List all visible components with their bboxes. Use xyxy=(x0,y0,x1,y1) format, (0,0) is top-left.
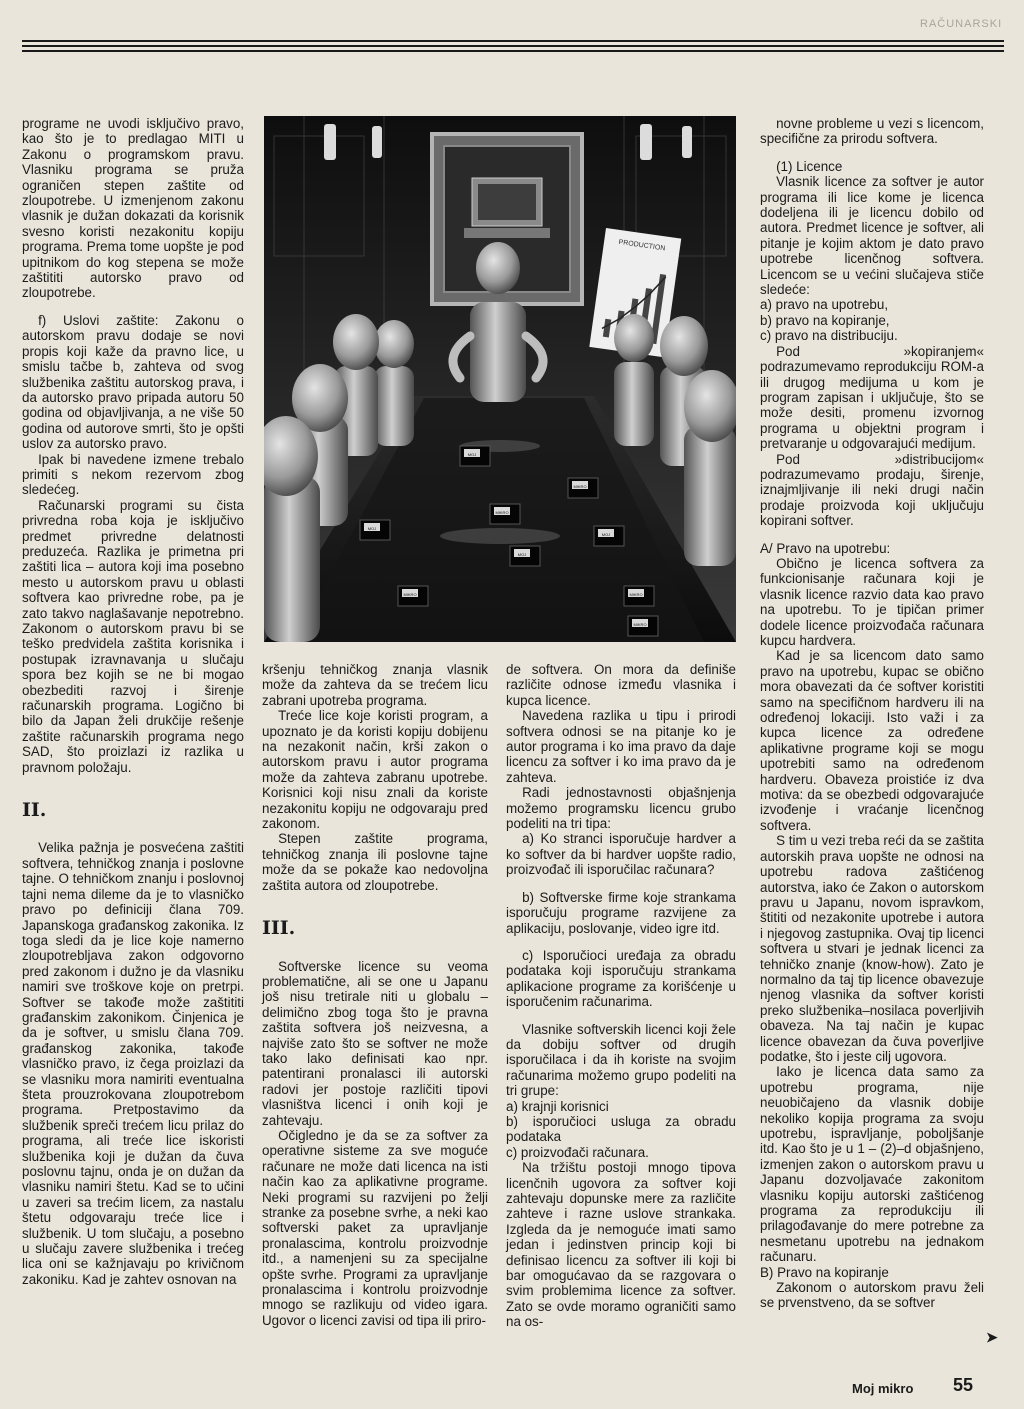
col3-paragraph: de softvera. On mora da definiše različite odnose između vlasnika i kupca licence. xyxy=(506,662,736,708)
col3-list-item: b) isporučioci usluga za obradu podataka xyxy=(506,1113,736,1145)
col4-paragraph: Kad je sa licencom dato samo pravo na upotrebu, kupac se obično mora obavezati da će softver koristiti samo na specifičnom hardveru ili na određenoj lokaciji. Isto važi i za kupca licence za određene aplikativne programe koji se mogu upotrebiti samo na određenom hardveru. Obaveza proistiće iz dva motiva: da se obezbedi odgovarajuće izvođenje i vraćanje licenčnog softvera. xyxy=(760,648,984,833)
floppy-disk-label: MIKRO xyxy=(495,510,509,515)
col4-paragraph: Iako je licenca data samo za upotrebu programa, nije neuobičajeno da vlasnik dobije nekoliko kopija programa za svoju upotrebu, ispravljanje, poboljšanje itd. Kao što je u 1 – (2)–d objašnjeno, izmenjen zakon o autorskom pravu u Japanu dozvoljavaće zakonitom vlasniku kopiju autorski zaštićenog programa za reprodukciju ili prilagođavanje do mere potrebne za nesmetanu upotrebu na jednakom računaru. xyxy=(760,1064,984,1265)
col4-list-item: a) pravo na upotrebu, xyxy=(760,297,889,313)
col3-paragraph: c) Isporučioci uređaja za obradu podataka koji isporučuju strankama aplikacione programe za korišćenje u isporučenim računarima. xyxy=(506,947,736,1010)
floppy-disk xyxy=(360,520,390,540)
col4-subheading: A/ Pravo na upotrebu: xyxy=(760,540,891,556)
floppy-disk-label: MIKRO xyxy=(633,622,647,627)
col1-paragraph: Računarski programi su čista privredna roba koja je isključivo predmet privredne delatnosti preduzeća. Razlika je primetna pri zaštiti lica – autora koji ima posebno mesto u autorskom pravu u oblasti softvera kao privredne robe, pa je zato takvo naglašavanje nepotrebno. Zakonom o autorskom pravu bi se teško predvidela zaštita korisnika i postupak izravnavanja u slučaju spora bez kojih se ne bi mogao obezbediti razvoj i širenje računarskih programa. Logično bi bilo da Japan želi drukčije rešenje zaštite računarskih programa nego SAD, što proizlazi iz razlika u pravnom položaju. xyxy=(22,497,244,775)
floppy-disk xyxy=(460,446,490,466)
magazine-name: Moj mikro xyxy=(852,1381,914,1396)
col2-paragraph: Stepen zaštite programa, tehničkog znanja ili poslovne tajne može da se pokaže kao nedovoljna zaštita autora od zloupotrebe. xyxy=(262,831,488,893)
poster-title: PRODUCTION xyxy=(618,238,666,253)
column-1 xyxy=(22,116,244,1287)
corner-mark: RAČUNARSKI xyxy=(920,18,1003,30)
floppy-disk-label: MOJ xyxy=(467,452,477,457)
col4-paragraph: Pod »distribucijom« podrazumevamo prodaju, širenje, iznajmljivanje ili neki drugi način prodaje proizvoda koji uključuju kopirani softver. xyxy=(760,451,984,529)
col3-paragraph: Na tržištu postoji mnogo tipova licenčnih ugovora za softver koji zahtevaju dopunske mere za različite zahteve i razne uslove strankaka. Izgleda da je nemoguće imati samo jedan i jedinstven princip koji bi definisao licencu za softver ili koji bi bar omogućavao da se razgovara o svim problemima licence za softver. Zato se ovde moramo ograničiti samo na os- xyxy=(506,1160,736,1330)
col2-paragraph: kršenju tehničkog znanja vlasnik može da zahteva da se trećem licu zabrani upotreba programa. xyxy=(262,662,488,708)
col4-paragraph: novne probleme u vezi s licencom, specifične za prirodu softvera. xyxy=(760,116,984,147)
boardroom-robots-photo xyxy=(264,116,736,642)
floppy-disk xyxy=(490,504,520,524)
col2-paragraph: Treće lice koje koristi program, a upoznato je da koristi kopiju dobijenu na nezakonit način, krši zakon o autorskom pravu i autor programa može da zahteva zabranu upotrebe. Korisnici koji nisu znali da koriste nezakonitu kopiju ne odgovaraju pred zakonom. xyxy=(262,708,488,832)
floppy-disk-label: MOJ xyxy=(601,532,611,537)
column-3 xyxy=(506,662,736,1330)
col4-paragraph: Obično je licenca softvera za funkcionisanje računara koji je vlasnik licence razvio data kao pravo na upotrebu. To je tipičan primer dodele licence proizvođača računara kupcu hardvera. xyxy=(760,555,984,648)
floppy-disk-label: MOJ xyxy=(517,552,527,557)
col4-list-item: b) pravo na kopiranje, xyxy=(760,312,890,328)
section-heading-iii: III. xyxy=(262,917,296,940)
col3-paragraph: a) Ko stranci isporučuje hardver a ko softver da bi hardver uopšte radio, proizvođač ili isporučilac računara? xyxy=(506,831,736,878)
floppy-disk xyxy=(624,586,654,606)
col1-paragraph: programe ne uvodi isključivo pravo, kao što je to predlagao MITI u Zakonu o programskom pravu. Vlasniku programa se pruža ograničen stepen zaštite od zloupotrebe. U izmenjenom zakonu vlasnik je dužan dokazati da korisnik svesno koristi nezakonitu kopiju programa. Prema tome uopšte je pod upitnikom do kog stepena se može zaštititi autorsko pravo od zloupotrebe. xyxy=(22,116,244,301)
floppy-disk xyxy=(594,526,624,546)
col3-paragraph: Radi jednostavnosti objašnjenja možemo programsku licencu grubo podeliti na tri tipa: xyxy=(506,785,736,832)
top-rule-3 xyxy=(22,50,1004,52)
col3-paragraph: b) Softverske firme koje strankama isporučuju programe razvijene za aplikaciju, poslovanje, video igre itd. xyxy=(506,889,736,936)
col4-subheading: (1) Licence xyxy=(776,158,843,174)
col3-paragraph: Vlasnike softverskih licenci koji žele da dobiju softver od drugih isporučilaca i da ih koriste na svojim računarima možemo grupo podeliti na tri grupe: xyxy=(506,1021,736,1099)
col2-paragraph: Očigledno je da se za softver za operativne sisteme za sve moguće računare ne može dati licenca na isti način kao za aplikativne programe. Neki programi su razvijeni po želji stranke za posebne svrhe, a neki kao softverski paket za upravljanje pronalascima, kontrolu proizvodnje itd., a namenjeni su za specijalne opšte svrhe. Programi za upravljanje pronalascima i kontrolu proizvodnje mnogo se razlikuju od video igara. Ugovor o licenci zavisi od tipa ili priro- xyxy=(262,1127,488,1328)
page-number: 55 xyxy=(953,1375,974,1395)
col3-paragraph: Navedena razlika u tipu i prirodi softvera odnosi se na pitanje ko je autor programa i ko ima pravo da daje licencu za softver i ko ima pravo da je zahteva. xyxy=(506,708,736,785)
col4-paragraph: S tim u vezi treba reći da se zaštita autorskih prava uopšte ne odnosi na upotrebu radova zaštićenog autorstva, iako će Zakon o autorskom pravu u Japanu, novom ispravkom, štititi od nezakonite upotrebe i autora i njegovog zastupnika. Ovaj tip licenci softvera u stvari je jednak licenci za tehničko znanje (know-how). Zato je normalno da taj tip licence obavezuje njenog vlasnika da softver koristi preko službenika–nosilaca poverljivih obaveza. Na taj način je kupac licence obavezan da čuva poverljive podatke, što i jeste cilj ugovora. xyxy=(760,833,984,1064)
continue-arrow-icon: ➤ xyxy=(986,1329,998,1345)
col1-paragraph: Ipak bi navedene izmene trebalo primiti s nekom rezervom zbog sledećeg. xyxy=(22,451,244,498)
floppy-disk-label: MOJ xyxy=(367,526,377,531)
col4-paragraph: Pod »kopiranjem« podrazumevamo reprodukciju ROM-a ili drugog medijuma u kom je program zapisan i uključuje, što se može desiti, promenu izvornog programa u objektni program i pretvaranje u odgovarajući medijum. xyxy=(760,343,984,452)
col4-paragraph: Zakonom o autorskom pravu želi se prvenstveno, da se softver xyxy=(760,1280,984,1311)
col4-paragraph: Vlasnik licence za softver je autor programa ili lice kome je licenca dodeljena ili je licencu dobilo od autora. Predmet licence je softver, ali pitanje je kojim aktom je dato pravo upotrebe licenčnog softvera. Licencom se u većini slučajeva stiče sledeće: xyxy=(760,174,984,298)
top-rule-2 xyxy=(22,45,1004,47)
column-2 xyxy=(262,662,488,1328)
col1-paragraph: f) Uslovi zaštite: Zakonu o autorskom pravu dodaje se novi propis koji kaže da pravno lice, u smislu tačbe b, zahteva od svog službenika zaštitu autorskog prava, i da autorsko pravo pripada autoru 50 godina od objavljivanja, a ne više 50 godina od autorove smrti, što je opšti uslov za autorsko pravo. xyxy=(22,312,244,452)
column-4 xyxy=(760,116,984,1311)
floppy-disk-label: MIKRO xyxy=(573,484,587,489)
floppy-disk-label: MIKRO xyxy=(629,592,643,597)
col4-list-item: c) pravo na distribuciju. xyxy=(760,328,898,344)
col3-list-item: a) krajnji korisnici xyxy=(506,1098,609,1114)
col4-subheading: B) Pravo na kopiranje xyxy=(760,1264,889,1280)
col2-paragraph: Softverske licence su veoma problematične, ali se one u Japanu još nisu tretirale niti u globalu – delimično zbog toga što je pravna zaštita softvera još neizvesna, a najviše zato što se softver ne može tako lako definisati kao npr. patentirani pronalasci ili autorski radovi jer postoje različiti tipovi vlasništva licenci i onih koji je zahtevaju. xyxy=(262,958,488,1128)
floppy-disk xyxy=(398,586,428,606)
section-heading-ii: II. xyxy=(22,799,47,822)
boardroom-illustration xyxy=(264,116,736,642)
top-rule-1 xyxy=(22,40,1004,42)
floppy-disk xyxy=(628,616,658,636)
floppy-disk xyxy=(568,478,598,498)
col3-list-item: c) proizvođači računara. xyxy=(506,1144,649,1160)
floppy-disk xyxy=(510,546,540,566)
col1-paragraph: Velika pažnja je posvećena zaštiti softvera, tehničkog znanja i poslovne tajne. O tehničkom znanju i poslovnoj tajni nema dileme da je to vlasničko pravo po definiciji člana 709. Japanskoga građanskog zakonika. Iz toga sledi da je lice koje namerno zloupotrebljava zakon odgovorno pred zakonom i dužno je da vlasniku namiri sve troškove koje on pretrpi. Softver se takođe može zaštititi građanskim zakonikom. Činjenica je da je softver, u smislu člana 709. građanskog zakonika, takođe vlasničko pravo, iz čega proizlazi da se vlasniku mora namiriti eventualna šteta prouzrokovana zloupotrebom programa. Pretpostavimo da službenik spreči trećem licu prilaz do programa, ali treće lice iskoristi službenika koji je dužan da čuva poslovnu tajnu, onda je on dužan da vlasniku namiri štetu. Kad se to učini u zaveri sa trećim licem, za nastalu štetu odgovaraju treće lice i službenik. U tom slučaju, a posebno u slučaju zavere službenika i trećeg lica oni se kažnjavaju po krivičnom zakoniku. Kad je zahtev osnovan na xyxy=(22,840,244,1287)
floppy-disk-label: MIKRO xyxy=(403,592,417,597)
